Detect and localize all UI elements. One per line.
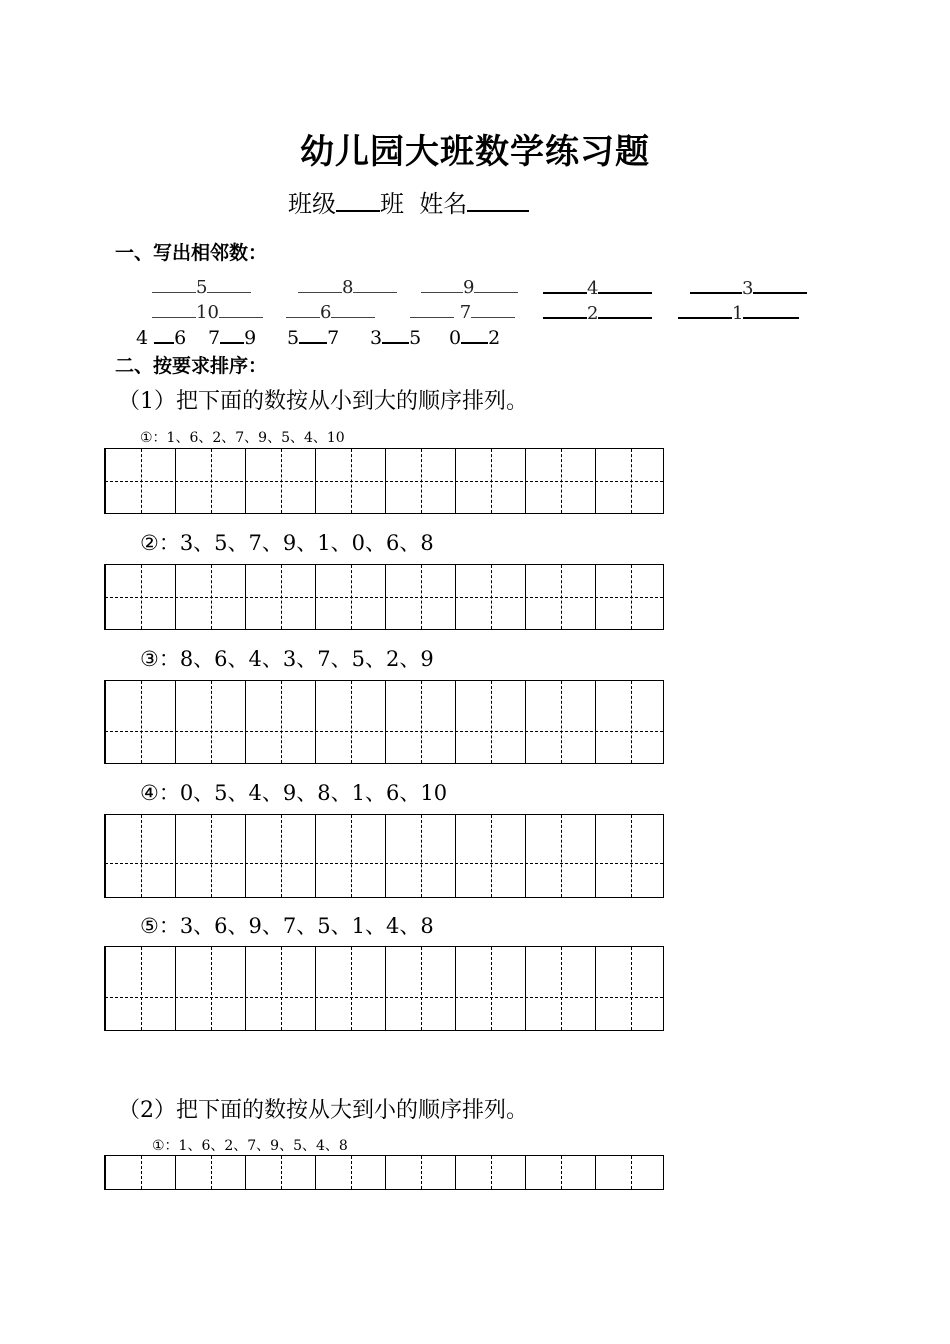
sequence-label: ⑤：3、6、9、7、5、1、4、8: [140, 914, 434, 938]
grid-center-guide: [561, 565, 562, 629]
writing-grid[interactable]: [104, 448, 664, 514]
grid-cell[interactable]: [175, 681, 245, 763]
instruction-descending: （2）把下面的数按从大到小的顺序排列。: [118, 1098, 528, 1123]
left-number: 7: [208, 327, 221, 349]
grid-center-guide: [631, 565, 632, 629]
left-number: 3: [370, 327, 383, 349]
grid-cell[interactable]: [105, 449, 175, 513]
grid-center-guide: [141, 681, 142, 763]
grid-cell[interactable]: [245, 449, 315, 513]
adjacent-item: [678, 301, 799, 324]
grid-center-guide: [211, 815, 212, 897]
class-name-line: [288, 184, 529, 219]
right-number: 2: [488, 327, 501, 349]
grid-cell[interactable]: [105, 1156, 175, 1189]
grid-center-guide: [211, 449, 212, 513]
adjacent-number: 5: [196, 277, 208, 298]
grid-cell[interactable]: [315, 1156, 385, 1189]
answer-blank[interactable]: [410, 301, 454, 318]
adjacent-item: [410, 301, 515, 323]
grid-center-guide: [281, 947, 282, 1030]
grid-cell[interactable]: [315, 681, 385, 763]
grid-cell[interactable]: [595, 815, 665, 897]
adjacent-number: 9: [463, 277, 475, 298]
grid-center-guide: [491, 565, 492, 629]
answer-blank[interactable]: [154, 326, 174, 344]
grid-center-guide: [351, 947, 352, 1030]
grid-center-guide: [141, 565, 142, 629]
grid-cell[interactable]: [175, 449, 245, 513]
writing-grid[interactable]: [104, 680, 664, 764]
grid-cell[interactable]: [525, 681, 595, 763]
adjacent-item: [421, 276, 518, 298]
grid-cell[interactable]: [455, 947, 525, 1030]
grid-cell[interactable]: [525, 565, 595, 629]
grid-cell[interactable]: [315, 449, 385, 513]
grid-center-guide: [491, 815, 492, 897]
grid-cell[interactable]: [175, 815, 245, 897]
grid-cell[interactable]: [105, 947, 175, 1030]
instruction-ascending: （1）把下面的数按从小到大的顺序排列。: [118, 389, 528, 414]
right-number: 6: [174, 327, 187, 349]
grid-cell[interactable]: [595, 681, 665, 763]
answer-blank[interactable]: [299, 326, 327, 344]
answer-blank[interactable]: [598, 301, 652, 319]
grid-cell[interactable]: [245, 565, 315, 629]
grid-cell[interactable]: [105, 815, 175, 897]
grid-center-guide: [491, 947, 492, 1030]
grid-center-guide: [211, 947, 212, 1030]
left-number: 4: [136, 327, 149, 349]
grid-cell[interactable]: [525, 947, 595, 1030]
grid-cell[interactable]: [385, 681, 455, 763]
grid-cell[interactable]: [525, 815, 595, 897]
grid-cell[interactable]: [385, 449, 455, 513]
name-blank[interactable]: [467, 188, 529, 212]
adjacent-number: 3: [742, 278, 754, 299]
grid-center-guide: [631, 681, 632, 763]
grid-center-guide: [141, 947, 142, 1030]
grid-center-guide: [141, 449, 142, 513]
class-suffix: 班: [380, 190, 404, 218]
writing-grid[interactable]: [104, 814, 664, 898]
answer-blank[interactable]: [219, 301, 263, 318]
grid-center-guide: [421, 815, 422, 897]
sequence-label: ①：1、6、2、7、9、5、4、10: [140, 430, 345, 446]
adjacent-item: [152, 276, 251, 298]
grid-cell[interactable]: [385, 565, 455, 629]
class-blank[interactable]: [336, 188, 380, 212]
sequence-label: ①：1、6、2、7、9、5、4、8: [152, 1138, 348, 1154]
grid-cell[interactable]: [245, 1156, 315, 1189]
class-label: 班级: [288, 190, 336, 218]
grid-center-guide: [561, 681, 562, 763]
grid-cell[interactable]: [595, 947, 665, 1030]
grid-cell[interactable]: [315, 815, 385, 897]
answer-blank[interactable]: [690, 276, 742, 294]
grid-center-guide: [351, 565, 352, 629]
adjacent-number: 10: [196, 302, 219, 323]
writing-grid[interactable]: [104, 564, 664, 630]
grid-center-guide: [211, 1156, 212, 1189]
grid-center-guide: [281, 681, 282, 763]
answer-blank[interactable]: [152, 276, 196, 293]
grid-center-guide: [561, 947, 562, 1030]
grid-center-guide: [421, 565, 422, 629]
grid-center-guide: [281, 815, 282, 897]
adjacent-item: [543, 276, 652, 299]
answer-blank[interactable]: [474, 276, 518, 293]
answer-blank[interactable]: [298, 276, 342, 293]
adjacent-number: 2: [587, 303, 599, 324]
grid-center-guide: [421, 449, 422, 513]
grid-cell[interactable]: [525, 449, 595, 513]
grid-cell[interactable]: [245, 815, 315, 897]
answer-blank[interactable]: [152, 301, 196, 318]
grid-center-guide: [141, 1156, 142, 1189]
adjacent-item: [298, 276, 397, 298]
adjacent-item: [690, 276, 807, 299]
grid-cell[interactable]: [175, 565, 245, 629]
grid-center-guide: [281, 449, 282, 513]
middle-number-item: [449, 326, 500, 349]
grid-center-guide: [631, 1156, 632, 1189]
left-number: 5: [287, 327, 300, 349]
right-number: 9: [244, 327, 257, 349]
page-title: 幼儿园大班数学练习题: [300, 132, 650, 172]
grid-center-guide: [561, 1156, 562, 1189]
grid-center-guide: [351, 681, 352, 763]
grid-cell[interactable]: [455, 681, 525, 763]
left-number: 0: [449, 327, 462, 349]
answer-blank[interactable]: [461, 326, 488, 344]
answer-blank[interactable]: [543, 301, 587, 319]
answer-blank[interactable]: [331, 301, 375, 318]
grid-center-guide: [211, 681, 212, 763]
grid-center-guide: [351, 449, 352, 513]
grid-center-guide: [491, 681, 492, 763]
grid-center-guide: [421, 1156, 422, 1189]
sequence-label: ②：3、5、7、9、1、0、6、8: [140, 531, 434, 555]
adjacent-number: 7: [459, 302, 472, 323]
middle-number-item: [208, 326, 256, 349]
answer-blank[interactable]: [598, 276, 652, 294]
middle-number-item: [136, 326, 186, 349]
grid-cell[interactable]: [455, 1156, 525, 1189]
sequence-label: ③：8、6、4、3、7、5、2、9: [140, 647, 434, 671]
adjacent-number: 6: [320, 302, 332, 323]
writing-grid[interactable]: [104, 946, 664, 1031]
grid-center-guide: [631, 947, 632, 1030]
grid-cell[interactable]: [455, 449, 525, 513]
grid-cell[interactable]: [315, 565, 385, 629]
grid-cell[interactable]: [175, 947, 245, 1030]
grid-cell[interactable]: [245, 947, 315, 1030]
grid-center-guide: [141, 815, 142, 897]
grid-center-guide: [421, 681, 422, 763]
section2-heading: 二、按要求排序：: [115, 355, 268, 377]
adjacent-item: [152, 301, 263, 323]
grid-cell[interactable]: [175, 1156, 245, 1189]
grid-center-guide: [491, 449, 492, 513]
sequence-label: ④：0、5、4、9、8、1、6、10: [140, 781, 448, 805]
grid-center-guide: [351, 1156, 352, 1189]
grid-cell[interactable]: [455, 565, 525, 629]
grid-cell[interactable]: [315, 947, 385, 1030]
grid-cell[interactable]: [245, 681, 315, 763]
grid-cell[interactable]: [595, 1156, 665, 1189]
grid-cell[interactable]: [525, 1156, 595, 1189]
grid-center-guide: [491, 1156, 492, 1189]
answer-blank[interactable]: [743, 301, 799, 319]
grid-cell[interactable]: [385, 947, 455, 1030]
grid-cell[interactable]: [105, 681, 175, 763]
grid-cell[interactable]: [105, 565, 175, 629]
grid-center-guide: [281, 565, 282, 629]
section1-heading: 一、写出相邻数：: [115, 242, 268, 264]
grid-center-guide: [351, 815, 352, 897]
name-label: 姓名: [419, 190, 468, 218]
adjacent-number: 1: [732, 303, 744, 324]
grid-cell[interactable]: [595, 565, 665, 629]
grid-center-guide: [561, 449, 562, 513]
middle-number-item: [287, 326, 339, 349]
answer-blank[interactable]: [353, 276, 397, 293]
answer-blank[interactable]: [471, 301, 515, 318]
answer-blank[interactable]: [421, 276, 463, 293]
answer-blank[interactable]: [207, 276, 251, 293]
answer-blank[interactable]: [220, 326, 244, 344]
grid-center-guide: [631, 815, 632, 897]
grid-center-guide: [211, 565, 212, 629]
answer-blank[interactable]: [678, 301, 732, 319]
answer-blank[interactable]: [382, 326, 409, 344]
adjacent-item: [543, 301, 652, 324]
adjacent-item: [286, 301, 375, 323]
answer-blank[interactable]: [543, 276, 587, 294]
grid-center-guide: [561, 815, 562, 897]
grid-center-guide: [631, 449, 632, 513]
adjacent-number: 4: [587, 278, 599, 299]
right-number: 5: [409, 327, 422, 349]
answer-blank[interactable]: [753, 276, 807, 294]
grid-center-guide: [281, 1156, 282, 1189]
answer-blank[interactable]: [286, 301, 320, 318]
writing-grid[interactable]: [104, 1155, 664, 1190]
right-number: 7: [327, 327, 340, 349]
grid-cell[interactable]: [595, 449, 665, 513]
adjacent-number: 8: [342, 277, 354, 298]
grid-center-guide: [421, 947, 422, 1030]
grid-cell[interactable]: [455, 815, 525, 897]
grid-cell[interactable]: [385, 815, 455, 897]
middle-number-item: [370, 326, 421, 349]
grid-cell[interactable]: [385, 1156, 455, 1189]
